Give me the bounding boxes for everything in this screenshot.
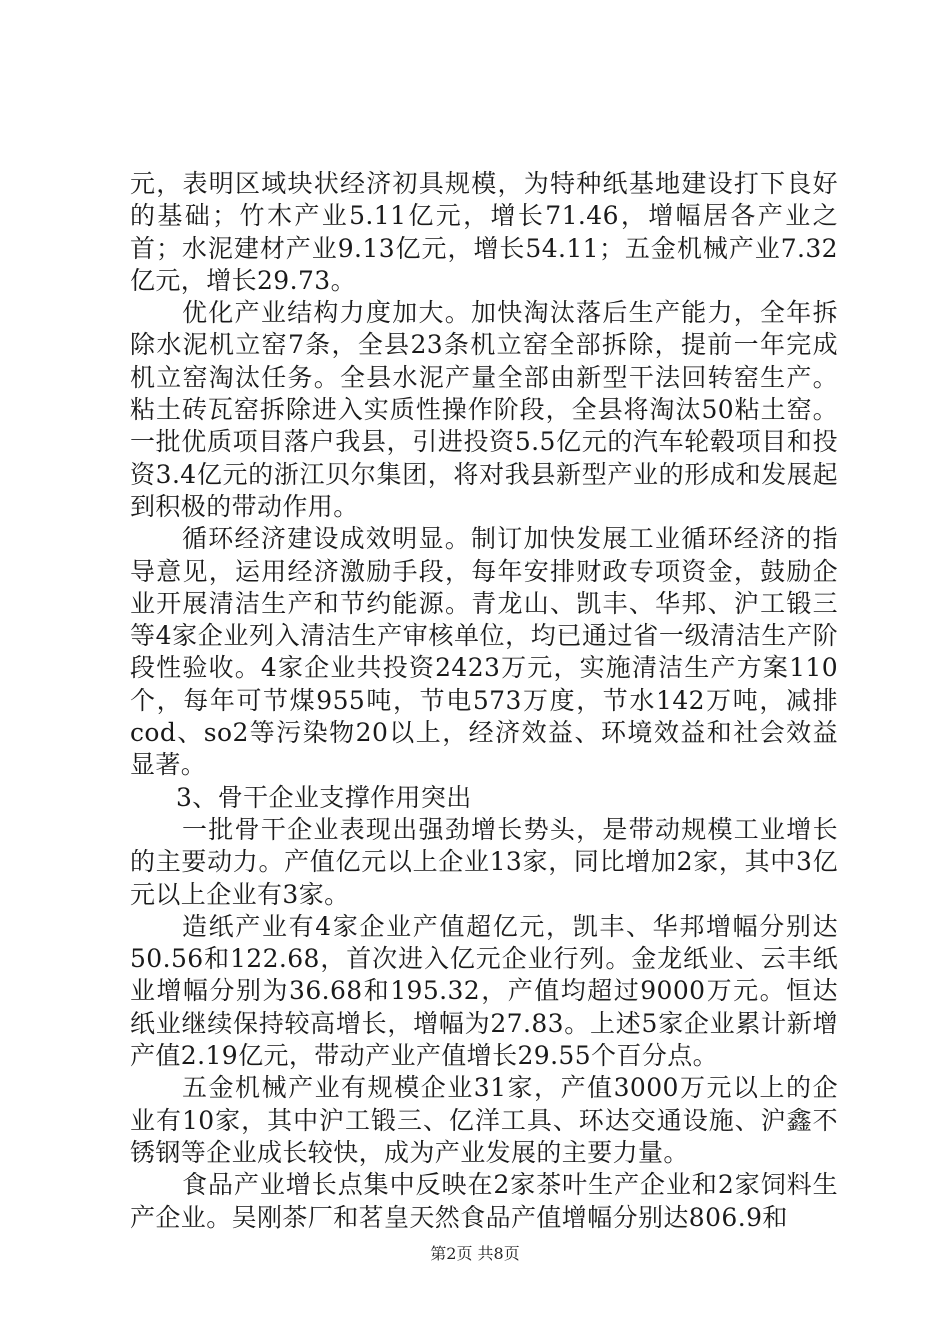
paragraph-industrial-structure: 优化产业结构力度加大。加快淘汰落后生产能力，全年拆除水泥机立窑7条，全县23条机立窑全部拆除，提前一年完成机立窑淘汰任务。全县水泥产量全部由新型干法回转窑生产。粘土砖瓦窑拆除进入实质性操作阶段，全县将淘汰50粘土窑。一批优质项目落户我县，引进投资5.5亿元的汽车轮毂项目和投资3.4亿元的浙江贝尔集团，将对我县新型产业的形成和发展起到积极的带动作用。: [130, 298, 838, 521]
paragraph-circular-economy: 循环经济建设成效明显。制订加快发展工业循环经济的指导意见，运用经济激励手段，每年安排财政专项资金，鼓励企业开展清洁生产和节约能源。青龙山、凯丰、华邦、沪工锻三等4家企业列入清洁生产审核单位，均已通过省一级清洁生产阶段性验收。4家企业共投资2423万元，实施清洁生产方案110个，每年可节煤955吨，节电573万度，节水142万吨，减排cod、so2等污染物20以上，经济效益、环境效益和社会效益显著。: [130, 524, 838, 780]
paragraph-hardware-industry: 五金机械产业有规模企业31家，产值3000万元以上的企业有10家，其中沪工锻三、亿洋工具、环达交通设施、沪鑫不锈钢等企业成长较快，成为产业发展的主要力量。: [130, 1073, 838, 1167]
paragraph-backbone-enterprises: 一批骨干企业表现出强劲增长势头，是带动规模工业增长的主要动力。产值亿元以上企业13家，同比增加2家，其中3亿元以上企业有3家。: [130, 814, 838, 909]
paragraph-continued: 元，表明区域块状经济初具规模，为特种纸基地建设打下良好的基础；竹木产业5.11亿元，增长71.46，增幅居各产业之首；水泥建材产业9.13亿元，增长54.11；五金机械产业7.32亿元，增长29.73。: [130, 169, 838, 295]
section-heading: 3、骨干企业支撑作用突出: [176, 782, 472, 812]
paragraph-food-industry: 食品产业增长点集中反映在2家茶叶生产企业和2家饲料生产企业。吴刚茶厂和茗皇天然食品产值增幅分别达806.9和: [130, 1170, 838, 1232]
paragraph-paper-industry: 造纸产业有4家企业产值超亿元，凯丰、华邦增幅分别达50.56和122.68，首次进入亿元企业行列。金龙纸业、云丰纸业增幅分别为36.68和195.32，产值均超过9000万元。恒达纸业继续保持较高增长，增幅为27.83。上述5家企业累计新增产值2.19亿元，带动产业产值增长29.55个百分点。: [130, 911, 838, 1071]
page-footer: 第2页 共8页: [430, 1244, 520, 1263]
document-body: [130, 168, 838, 1234]
